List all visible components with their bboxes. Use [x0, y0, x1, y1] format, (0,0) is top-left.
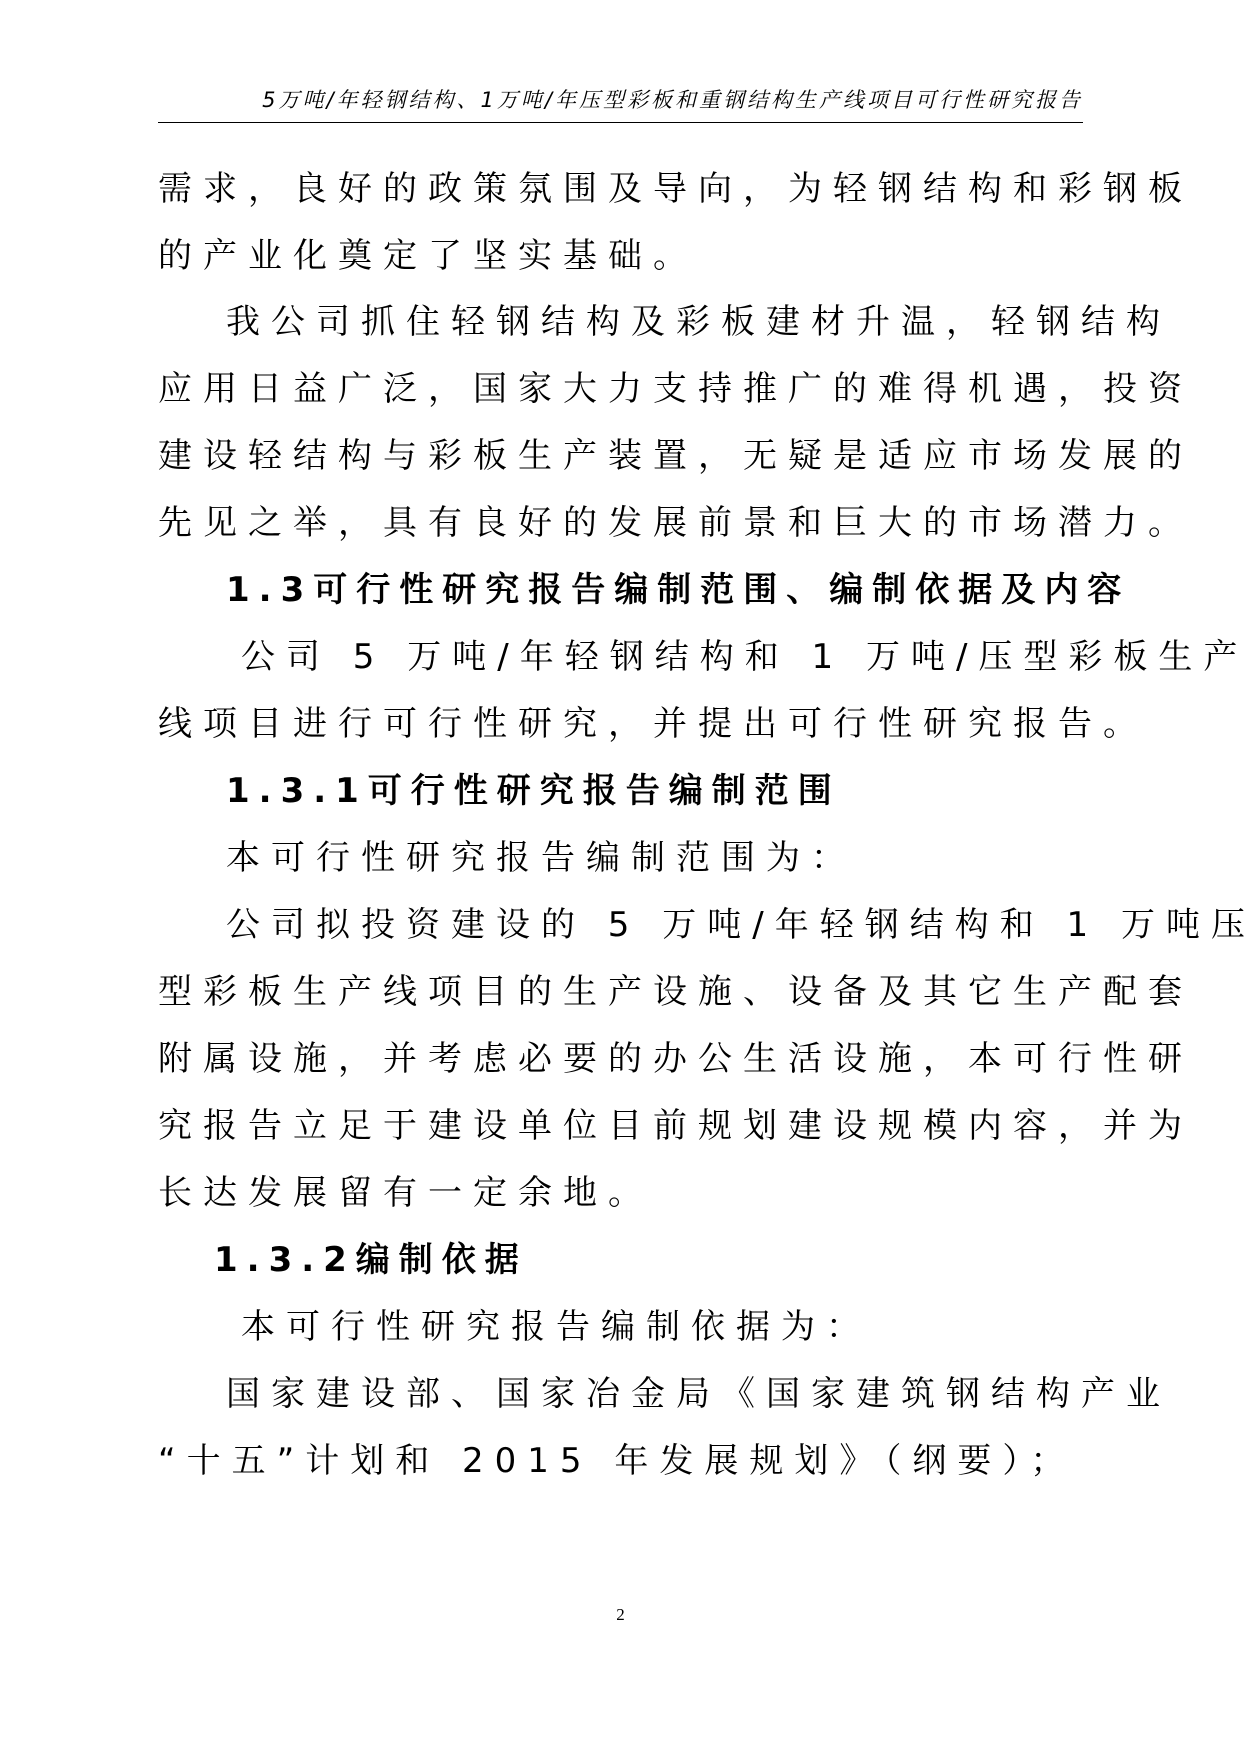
body-line: 应用日益广泛，国家大力支持推广的难得机遇，投资: [158, 369, 1193, 409]
body-line: 建设轻结构与彩板生产装置，无疑是适应市场发展的: [158, 436, 1193, 476]
section-heading-1-3-1: 1.3.1可行性研究报告编制范围: [226, 771, 841, 811]
body-line: 公司 5 万吨/年轻钢结构和 1 万吨/压型彩板生产: [241, 637, 1249, 677]
body-line: 国家建设部、国家冶金局《国家建筑钢结构产业: [226, 1374, 1171, 1414]
header-rule: [158, 122, 1083, 123]
body-line: 先见之举，具有良好的发展前景和巨大的市场潜力。: [158, 503, 1193, 543]
body-line: 我公司抓住轻钢结构及彩板建材升温，轻钢结构: [226, 302, 1171, 342]
section-heading-1-3: 1.3可行性研究报告编制范围、编制依据及内容: [226, 570, 1131, 610]
body-line: 型彩板生产线项目的生产设施、设备及其它生产配套: [158, 972, 1193, 1012]
page-number: 2: [616, 1605, 625, 1624]
body-line: 线项目进行可行性研究，并提出可行性研究报告。: [158, 704, 1148, 744]
body-line: 附属设施，并考虑必要的办公生活设施，本可行性研: [158, 1039, 1193, 1079]
body-line: 究报告立足于建设单位目前规划建设规模内容，并为: [158, 1106, 1193, 1146]
body-line: 本可行性研究报告编制依据为：: [241, 1307, 871, 1347]
body-line: 需求，良好的政策氛围及导向，为轻钢结构和彩钢板: [158, 169, 1193, 209]
body-line: 公司拟投资建设的 5 万吨/年轻钢结构和 1 万吨压: [226, 905, 1256, 945]
body-line: 长达发展留有一定余地。: [158, 1173, 653, 1213]
body-line: 的产业化奠定了坚实基础。: [158, 236, 698, 276]
section-heading-1-3-2: 1.3.2编制依据: [214, 1240, 528, 1280]
running-header: 5万吨/年轻钢结构、1万吨/年压型彩板和重钢结构生产线项目可行性研究报告: [262, 88, 1083, 112]
body-line: 本可行性研究报告编制范围为：: [226, 838, 856, 878]
body-line: “十五”计划和 2015 年发展规划》（纲要）；: [158, 1441, 1076, 1481]
